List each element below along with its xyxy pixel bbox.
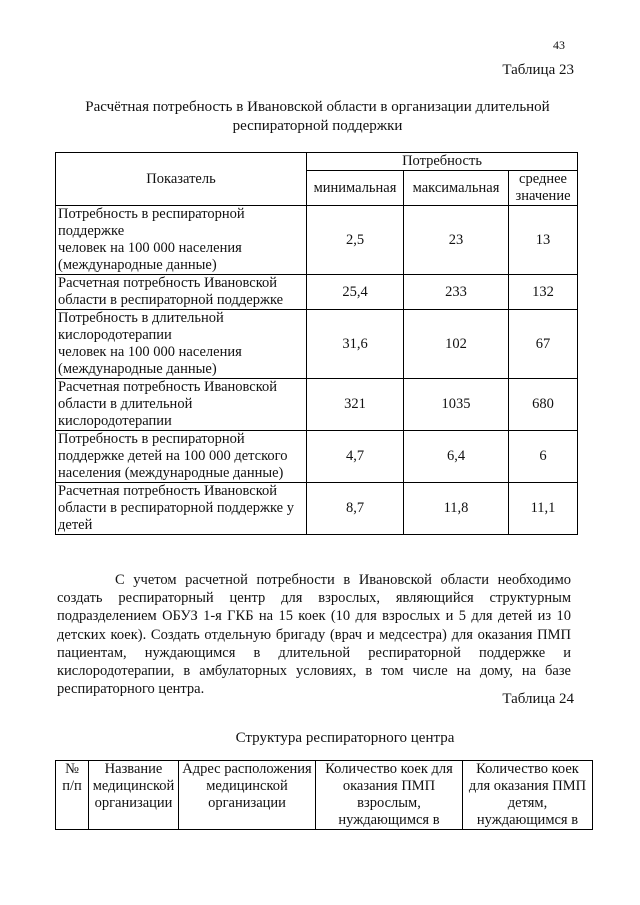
row-avg: 67: [509, 310, 578, 379]
table-23-label: Таблица 23: [502, 62, 574, 78]
header-name: Название медицинской организации: [89, 761, 179, 830]
row-max: 23: [404, 206, 509, 275]
header-avg: среднее значение: [509, 171, 578, 206]
header-beds-children: Количество коек для оказания ПМП детям, нуждающимся в: [463, 761, 593, 830]
row-label: Расчетная потребность Ивановской области в респираторной поддержке: [56, 275, 307, 310]
row-min: 2,5: [307, 206, 404, 275]
row-label: Потребность в респираторной поддержке детей на 100 000 детского населения (международные данные): [56, 431, 307, 483]
header-max: максимальная: [404, 171, 509, 206]
row-min: 8,7: [307, 483, 404, 535]
row-avg: 11,1: [509, 483, 578, 535]
header-need: Потребность: [307, 153, 578, 171]
table-row: [56, 275, 578, 310]
table-row: [56, 431, 578, 483]
table-24-title: Структура респираторного центра: [235, 730, 455, 746]
row-label: Потребность в длительной кислородотерапии человек на 100 000 населения (международные данные): [56, 310, 307, 379]
table-23-title: Расчётная потребность в Ивановской области в организации длительной респираторной поддержки: [85, 99, 550, 134]
row-max: 1035: [404, 379, 509, 431]
row-label: Расчетная потребность Ивановской области в длительной кислородотерапии: [56, 379, 307, 431]
header-num: № п/п: [56, 761, 89, 830]
row-max: 11,8: [404, 483, 509, 535]
row-max: 6,4: [404, 431, 509, 483]
table-row: [56, 206, 578, 275]
row-min: 4,7: [307, 431, 404, 483]
table-header-row: [56, 761, 593, 830]
row-label: Потребность в респираторной поддержке человек на 100 000 населения (международные данные): [56, 206, 307, 275]
table-24: [55, 760, 593, 830]
row-min: 25,4: [307, 275, 404, 310]
row-min: 31,6: [307, 310, 404, 379]
row-avg: 132: [509, 275, 578, 310]
header-indicator: Показатель: [56, 153, 307, 206]
header-address: Адрес расположения медицинской организации: [179, 761, 316, 830]
table-23: [55, 152, 578, 535]
row-max: 233: [404, 275, 509, 310]
table-row: [56, 483, 578, 535]
row-avg: 6: [509, 431, 578, 483]
table-row: [56, 310, 578, 379]
header-min: минимальная: [307, 171, 404, 206]
row-max: 102: [404, 310, 509, 379]
header-beds-adults: Количество коек для оказания ПМП взрослым, нуждающимся в: [316, 761, 463, 830]
table-24-label: Таблица 24: [502, 691, 574, 707]
row-label: Расчетная потребность Ивановской области в респираторной поддержке у детей: [56, 483, 307, 535]
page-number: 43: [553, 38, 565, 52]
row-min: 321: [307, 379, 404, 431]
body-paragraph: С учетом расчетной потребности в Ивановской области необходимо создать респираторный центр для взрослых, являющийся структурным подразделением ОБУЗ 1-я ГКБ на 15 коек (10 для взрослых и 5 для детей из 10 детских коек). Создать отдельную бригаду (врач и медсестра) для оказания ПМП пациентам, нуждающимся в длительной респираторной поддержке и кислородотерапии, в амбулаторных условиях, в том числе на дому, на базе респираторного центра.: [57, 572, 571, 698]
row-avg: 680: [509, 379, 578, 431]
table-row: [56, 379, 578, 431]
row-avg: 13: [509, 206, 578, 275]
